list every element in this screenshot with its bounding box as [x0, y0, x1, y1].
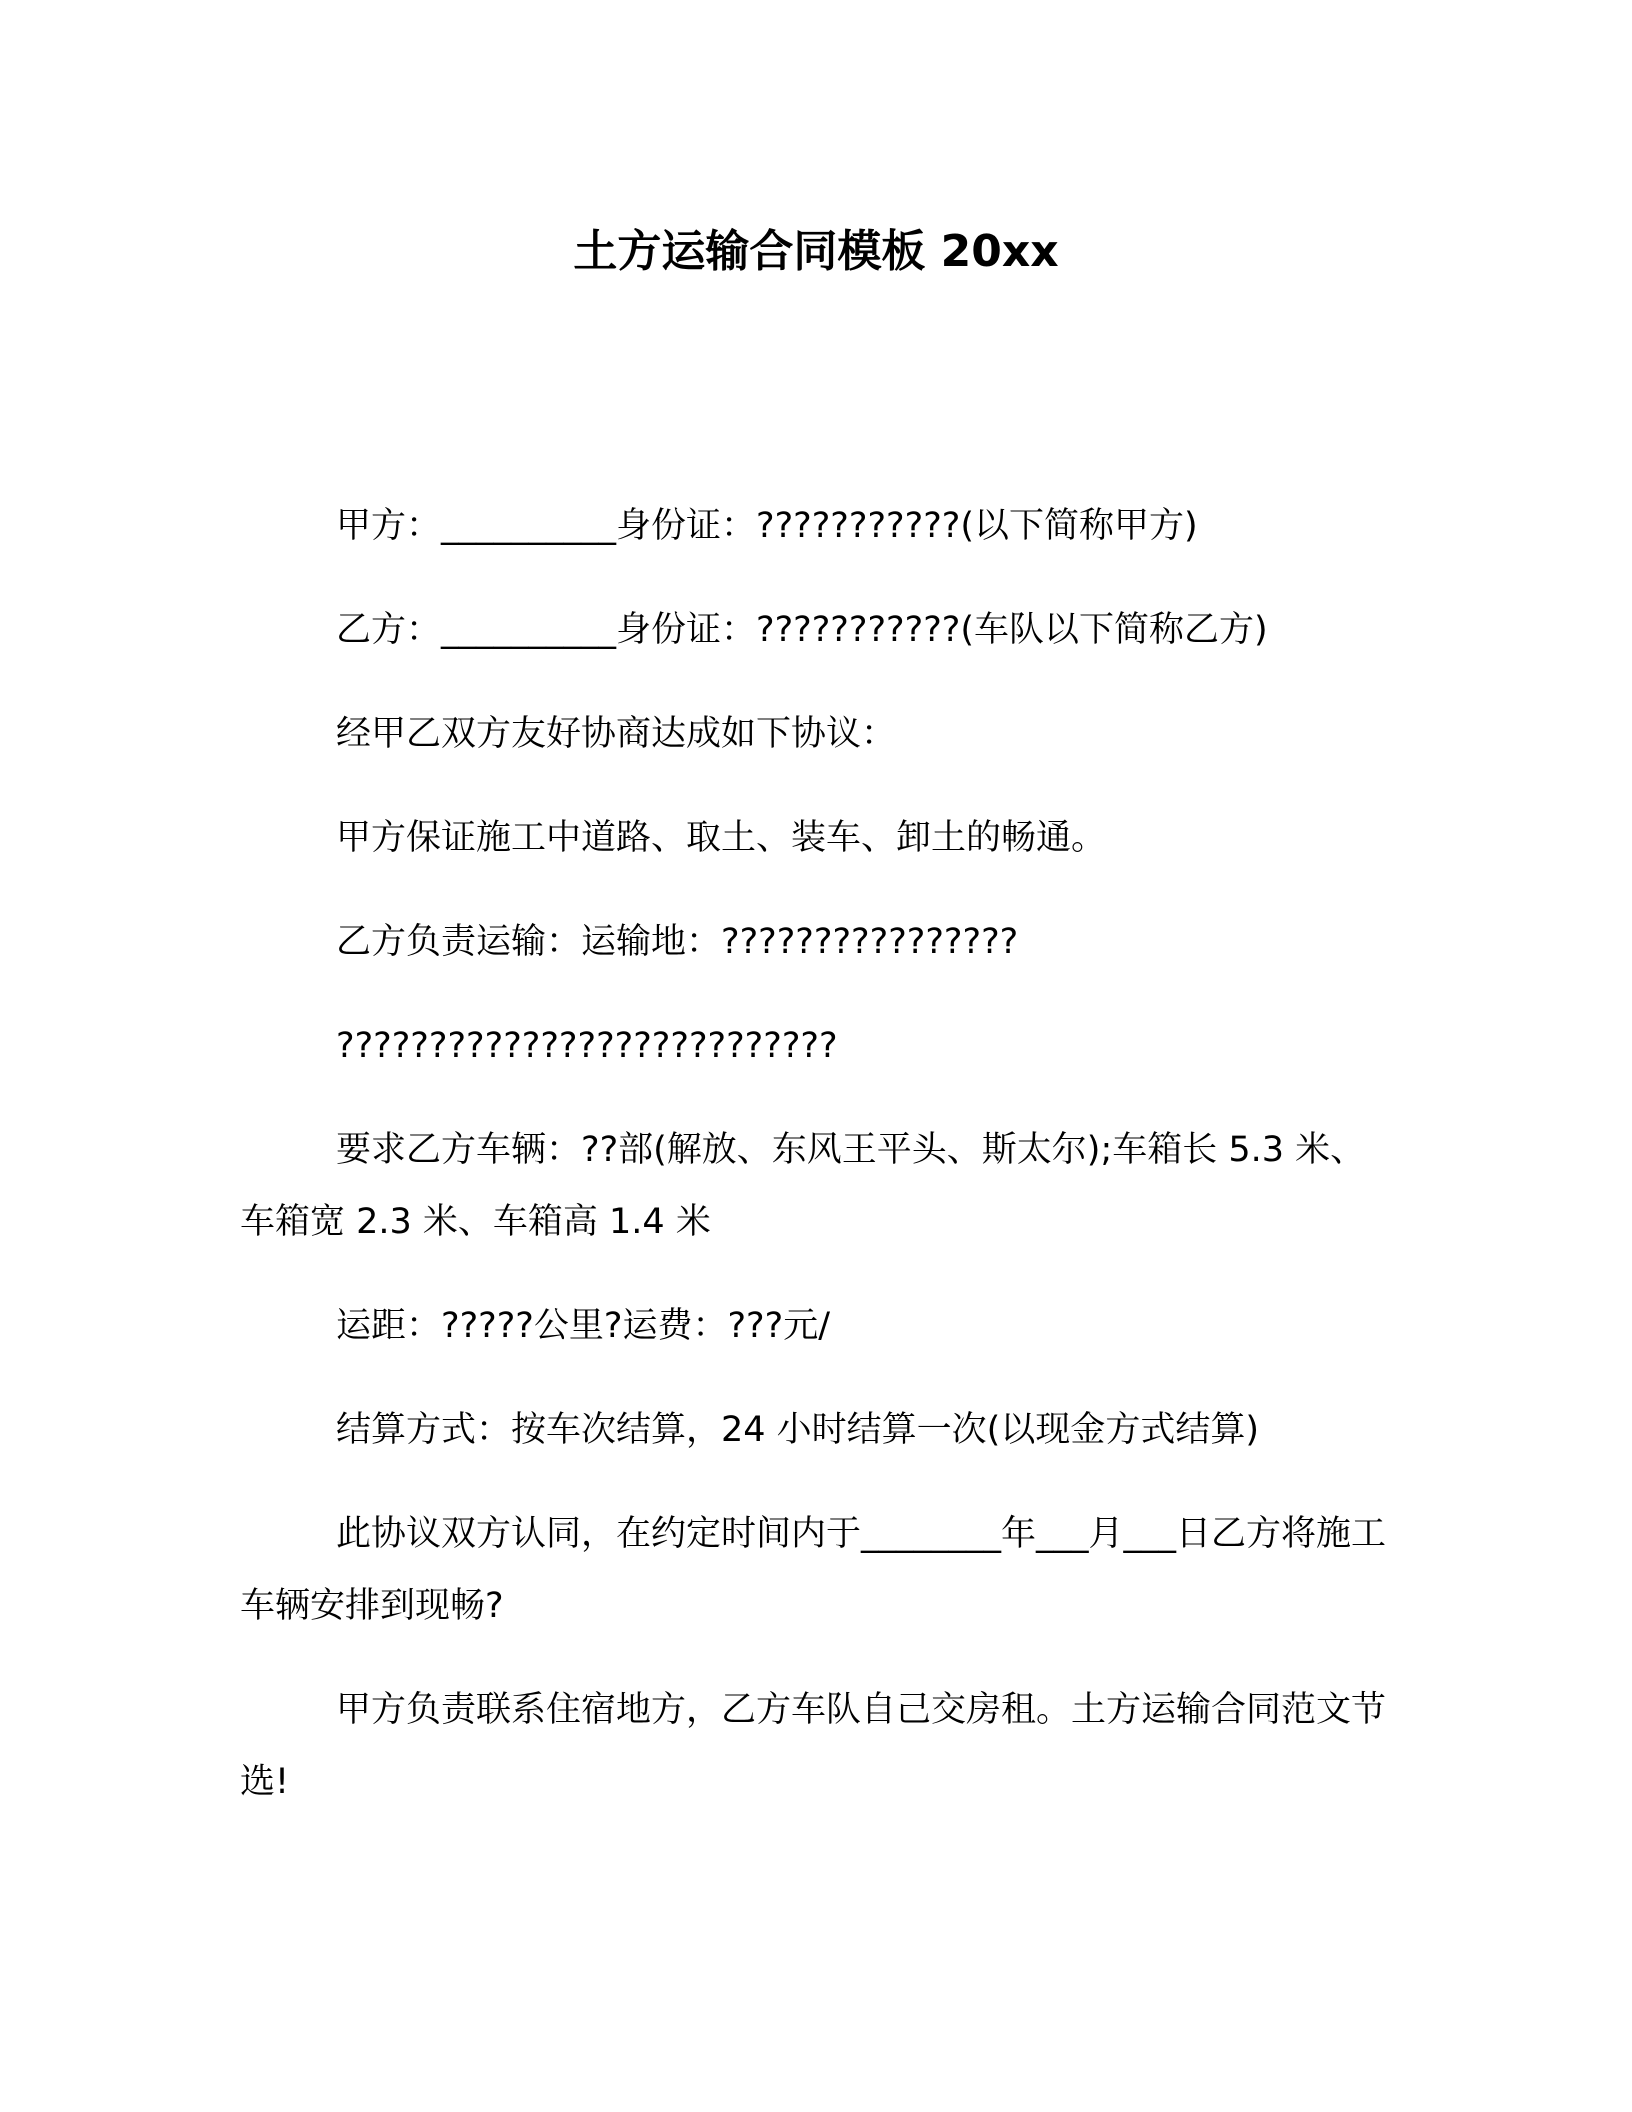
- document-title: 土方运输合同模板 20xx: [573, 226, 1059, 277]
- transport-location-continued: ???????????????????????????: [336, 1026, 838, 1066]
- document-body: [240, 490, 1392, 1850]
- party-b-line: 乙方：__________身份证：???????????(车队以下简称乙方): [336, 610, 1268, 650]
- party-a-duty: 甲方保证施工中道路、取土、装车、卸土的畅通。: [336, 818, 1107, 858]
- accommodation-clause: 甲方负责联系住宿地方，乙方车队自己交房租。土方运输合同范文节选!: [240, 1690, 1387, 1802]
- vehicle-requirements: 要求乙方车辆：??部(解放、东风王平头、斯太尔);车箱长 5.3 米、车箱宽 2.3 米、车箱高 1.4 米: [240, 1130, 1366, 1242]
- agreement-intro: 经甲乙双方友好协商达成如下协议：: [336, 714, 897, 754]
- party-b-transport-location: 乙方负责运输：运输地：????????????????: [336, 922, 1019, 962]
- vehicle-arrival-date: 此协议双方认同，在约定时间内于________年___月___日乙方将施工车辆安排到现畅?: [240, 1514, 1387, 1626]
- party-a-line: 甲方：__________身份证：???????????(以下简称甲方): [336, 506, 1198, 546]
- distance-and-fee: 运距：?????公里?运费：???元/: [336, 1306, 830, 1346]
- settlement-method: 结算方式：按车次结算，24 小时结算一次(以现金方式结算): [336, 1410, 1259, 1450]
